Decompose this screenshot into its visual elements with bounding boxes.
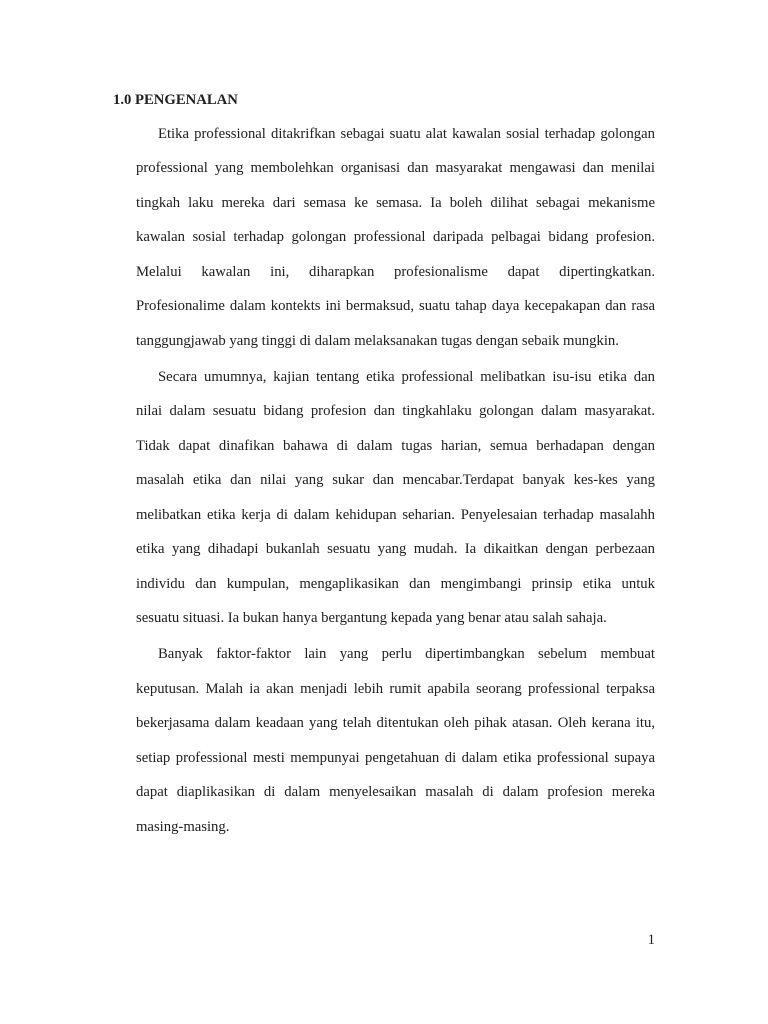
paragraph-line: tanggungjawab yang tinggi di dalam melaksanakan tugas dengan sebaik mungkin. bbox=[136, 332, 619, 349]
paragraph-line: melibatkan etika kerja di dalam kehidupan seharian. Penyelesaian terhadap masalahh bbox=[136, 506, 655, 523]
paragraph-line: masing-masing. bbox=[136, 818, 230, 835]
paragraph-line: kawalan sosial terhadap golongan professional daripada pelbagai bidang profesion. bbox=[136, 229, 655, 245]
section-heading: 1.0 PENGENALAN bbox=[113, 91, 238, 108]
body-text bbox=[113, 84, 655, 845]
paragraph-line: setiap professional mesti mempunyai pengetahuan di dalam etika professional supaya bbox=[136, 749, 655, 766]
paragraph bbox=[136, 637, 655, 844]
paragraph-line: Banyak faktor-faktor lain yang perlu dipertimbangkan sebelum membuat bbox=[158, 646, 655, 662]
paragraph-line: keputusan. Malah ia akan menjadi lebih rumit apabila seorang professional terpaksa bbox=[136, 680, 655, 697]
paragraph-line: bekerjasama dalam keadaan yang telah ditentukan oleh pihak atasan. Oleh kerana itu, bbox=[136, 715, 655, 731]
paragraph-line: dapat diaplikasikan di dalam menyelesaikan masalah di dalam profesion mereka bbox=[136, 784, 655, 800]
paragraph-line: Etika professional ditakrifkan sebagai suatu alat kawalan sosial terhadap golongan bbox=[158, 125, 655, 142]
paragraph-line: etika yang dihadapi bukanlah sesuatu yang mudah. Ia dikaitkan dengan perbezaan bbox=[136, 541, 655, 557]
paragraph-line: Secara umumnya, kajian tentang etika professional melibatkan isu-isu etika dan bbox=[158, 368, 655, 385]
page-number: 1 bbox=[647, 932, 655, 948]
paragraph-line: tingkah laku mereka dari semasa ke semasa. Ia boleh dilihat sebagai mekanisme bbox=[136, 194, 655, 211]
paragraph-line: masalah etika dan nilai yang sukar dan mencabar.Terdapat banyak kes-kes yang bbox=[136, 472, 655, 488]
paragraph-line: individu dan kumpulan, mengaplikasikan dan mengimbangi prinsip etika untuk bbox=[136, 575, 655, 592]
paragraph-line: professional yang membolehkan organisasi dan masyarakat mengawasi dan menilai bbox=[136, 160, 655, 176]
paragraph-line: sesuatu situasi. Ia bukan hanya bergantung kepada yang benar atau salah sahaja. bbox=[136, 610, 607, 626]
paragraph-line: Melalui kawalan ini, diharapkan profesionalisme dapat dipertingkatkan. bbox=[136, 263, 655, 280]
paragraph-line: Tidak dapat dinafikan bahawa di dalam tugas harian, semua berhadapan dengan bbox=[136, 437, 655, 454]
paragraph-line: Profesionalime dalam kontekts ini bermaksud, suatu tahap daya kecepakapan dan rasa bbox=[136, 298, 655, 314]
paragraph bbox=[136, 360, 655, 636]
paragraph-line: nilai dalam sesuatu bidang profesion dan tingkahlaku golongan dalam masyarakat. bbox=[136, 403, 655, 419]
paragraph bbox=[136, 117, 655, 359]
